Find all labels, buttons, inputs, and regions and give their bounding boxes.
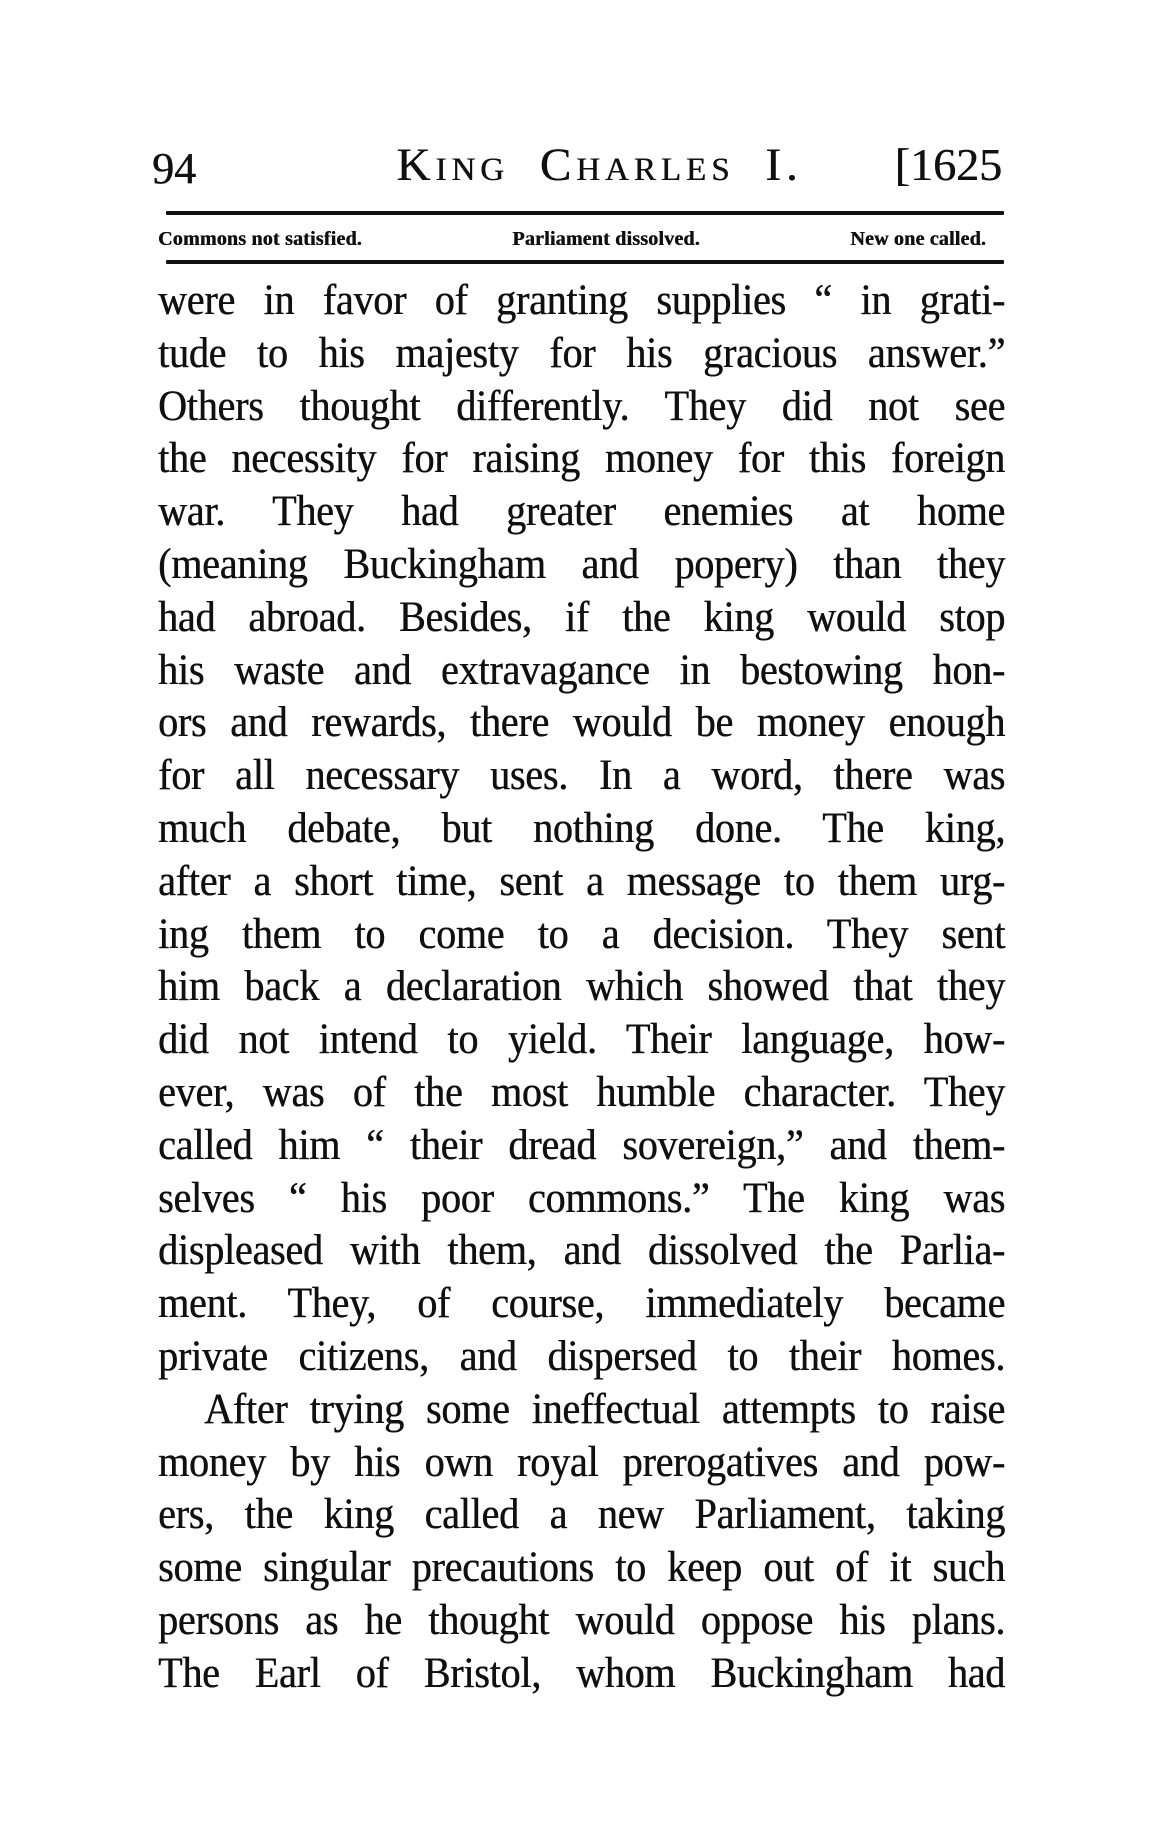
- body-line: The Earl of Bristol, whom Buckingham had: [158, 1647, 1005, 1697]
- body-line: did not intend to yield. Their language, how-: [158, 1014, 1005, 1063]
- body-line: persons as he thought would oppose his plans.: [158, 1594, 1005, 1644]
- body-line: money by his own royal prerogatives and pow-: [158, 1436, 1005, 1486]
- body-line: selves “ his poor commons.” The king was: [158, 1172, 1005, 1222]
- body-line: had abroad. Besides, if the king would stop: [158, 591, 1005, 641]
- body-line: were in favor of granting supplies “ in grati-: [158, 274, 1005, 324]
- body-line: much debate, but nothing done. The king,: [158, 802, 1005, 852]
- bottom-rule: [166, 260, 1004, 264]
- page-header: [0, 0, 1155, 230]
- body-line: ing them to come to a decision. They sent: [158, 908, 1005, 958]
- body-line: displeased with them, and dissolved the Parlia-: [158, 1225, 1005, 1274]
- guide-word-center: Parliament dissolved.: [512, 228, 700, 250]
- body-line: the necessity for raising money for this foreign: [158, 433, 1005, 482]
- body-text: [158, 274, 1005, 1700]
- body-line: war. They had greater enemies at home: [158, 486, 1005, 535]
- page-number: 94: [152, 144, 196, 193]
- running-title: King Charles I.: [396, 139, 803, 191]
- guide-words: [158, 227, 986, 251]
- body-line: tude to his majesty for his gracious answer.”: [158, 327, 1005, 377]
- body-line: ers, the king called a new Parliament, taking: [158, 1489, 1005, 1538]
- body-line: Others thought differently. They did not see: [158, 380, 1005, 430]
- body-line: after a short time, sent a message to them urg-: [158, 855, 1005, 905]
- body-line: private citizens, and dispersed to their homes.: [158, 1330, 1005, 1380]
- body-line: called him “ their dread sovereign,” and them-: [158, 1119, 1005, 1169]
- body-line: for all necessary uses. In a word, there was: [158, 750, 1005, 799]
- body-line: ors and rewards, there would be money enough: [158, 697, 1005, 746]
- body-line: ment. They, of course, immediately became: [158, 1278, 1005, 1327]
- body-line: his waste and extravagance in bestowing hon-: [158, 644, 1005, 694]
- guide-word-right: New one called.: [850, 228, 986, 250]
- year-marker: [1625: [894, 139, 1002, 190]
- body-line: some singular precautions to keep out of it such: [158, 1542, 1005, 1591]
- guide-word-left: Commons not satisfied.: [158, 228, 362, 250]
- body-line: After trying some ineffectual attempts to raise: [204, 1383, 1005, 1433]
- body-line: ever, was of the most humble character. They: [158, 1066, 1005, 1116]
- body-line: (meaning Buckingham and popery) than they: [158, 538, 1005, 588]
- top-rule: [166, 211, 1004, 215]
- body-line: him back a declaration which showed that they: [158, 961, 1005, 1010]
